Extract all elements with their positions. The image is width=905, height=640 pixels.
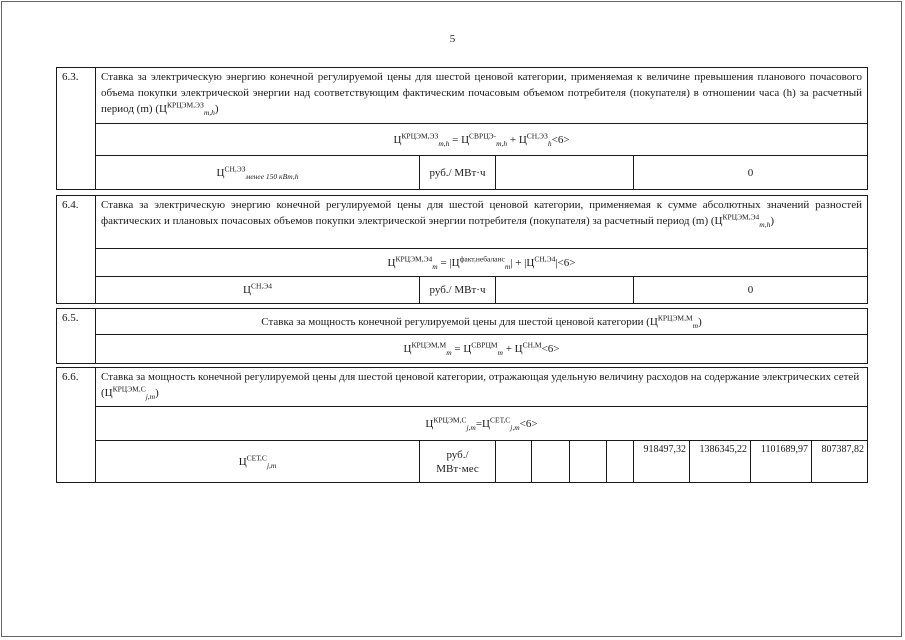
formula-6-3: $Ц^{КРЦЭМ,ЭЗ}_{m,h} = Ц^{СВРЦЭ-}_{m,h} + Ц^{СН,ЭЗ}_h<6>$ [95,123,868,156]
unit-6-6: руб./ МВт·мес [419,440,496,483]
row-description-6-3: Ставка за электрическую энергию конечной регулируемой цены для шестой ценовой категории, применяемая к величине превышения планового почасового объема покупки электрической энергии над соответствующим фактическим почасовым объемом потребителя (покупателя) в отношении часа (h) за расчетный период (m) $(Ц^{КРЦЭМ,ЭЗ}_{m,h})$ [95,67,868,124]
description-superscript: КРЦЭМ,ЭЗ [166,100,204,110]
formula-6-5: $Ц^{КРЦЭМ,М}_m = Ц^{СВРЦМ}_m + Ц^{СН,М}<6>$ [95,334,868,364]
description-text: Ставка за мощность конечной регулируемой цены для шестой ценовой категории (Ц [261,315,658,328]
value-6-6-4: 807387,82 [811,440,868,483]
description-text: Ставка за электрическую энергию конечной регулируемой цены для шестой ценовой категории, применяемая к сумме абсолютных значений разностей фактических и плановых почасовых объемов покупки электрической энергии потребителя (покупателя) за расчетный период (m) (Ц [101,199,862,227]
value-6-6-1: 918497,32 [633,440,690,483]
row-description-6-5: Ставка за мощность конечной регулируемой цены для шестой ценовой категории $(Ц^{КРЦЭМ,М}_m)$ [95,308,868,335]
description-superscript: КРЦЭМ,Э4 [722,212,760,222]
description-superscript: КРЦЭМ,С [112,384,146,394]
description-superscript: КРЦЭМ,М [657,312,693,322]
formula-reference: <6> [519,417,538,430]
value-6-6-3: 1101689,97 [750,440,812,483]
formula-6-6: $Ц^{КРЦЭМ,С}_{j,m}=Ц^{СЕТ,С}_{j,m}<6>$ [95,406,868,441]
formula-reference: <6> [551,133,570,146]
empty-cell [495,276,634,304]
empty-cell [569,440,607,483]
empty-cell [495,440,532,483]
row-description-6-4: Ставка за электрическую энергию конечной регулируемой цены для шестой ценовой категории, применяемая к сумме абсолютных значений разностей фактических и плановых почасовых объемов покупки электрической энергии потребителя (покупателя) за расчетный период (m) $(Ц^{КРЦЭМ,Э4}_{m,h})$ [95,195,868,249]
description-subscript: j,m [145,392,156,402]
page-number: 5 [449,33,456,45]
description-subscript: m,h [759,220,771,230]
row-description-6-6: Ставка за мощность конечной регулируемой цены для шестой ценовой категории, отражающая удельную величину расходов на содержание электрических сетей $(Ц^{КРЦЭМ,С}_{j,m})$ [95,367,868,407]
formula-reference: <6> [557,256,576,269]
parameter-6-4: $Ц^{СН,Э4}$ [95,276,420,304]
row-number-6-6: 6.6. [56,367,96,483]
formula-reference: <6> [541,343,560,355]
row-number-6-4: 6.4. [56,195,96,304]
value-6-6-2: 1386345,22 [689,440,751,483]
parameter-6-6: $Ц^{СЕТ,С}_{j,m}$ [95,440,420,483]
description-text: Ставка за мощность конечной регулируемой цены для шестой ценовой категории, отражающая удельную величину расходов на содержание электрических сетей (Ц [101,371,860,399]
formula-6-4: $Ц^{КРЦЭМ,Э4}_m = |Ц^{факт,небаланс}_m| + |Ц^{СН,Э4}|<6>$ [95,248,868,277]
empty-cell [606,440,634,483]
row-number-6-5: 6.5. [56,308,96,364]
empty-cell [495,155,634,190]
description-subscript: m [692,320,699,330]
empty-cell [531,440,570,483]
value-6-3: 0 [633,155,868,190]
description-subscript: m,h [203,108,215,118]
row-number-6-3: 6.3. [56,67,96,190]
unit-6-3: руб./ МВт·ч [419,155,496,190]
parameter-6-3: $Ц^{СН,ЭЗ}_{менее 150 кВт,h}$ [95,155,420,190]
value-6-4: 0 [633,276,868,304]
unit-6-4: руб./ МВт·ч [419,276,496,304]
description-text: Ставка за электрическую энергию конечной регулируемой цены для шестой ценовой категории, применяемая к величине превышения планового почасового объема покупки электрической энергии над соответствующим фактическим почасовым объемом потребителя (покупателя) в отношении часа (h) за расчетный период (m) (Ц [101,71,862,115]
